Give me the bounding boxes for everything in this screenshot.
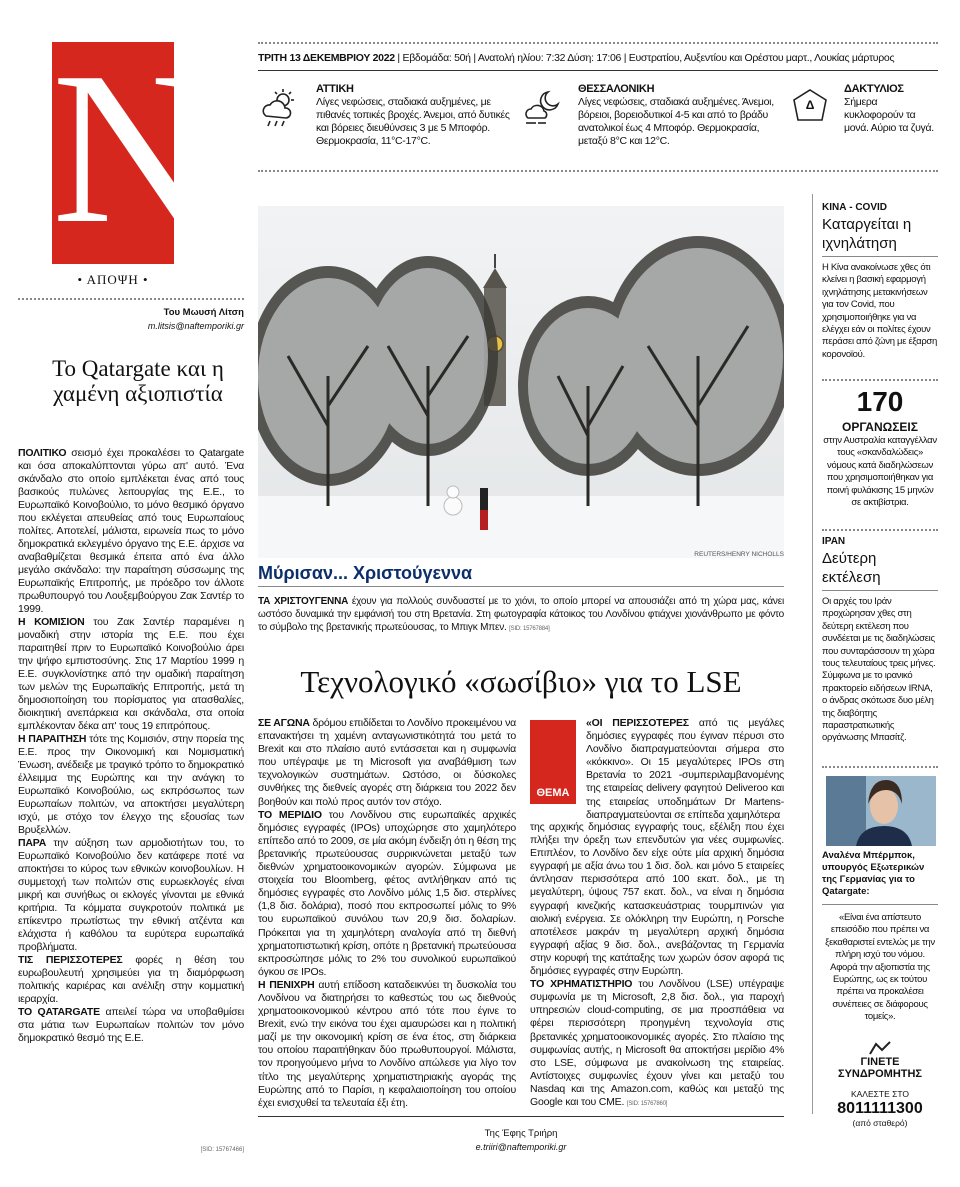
- cloud-sun-rain-icon: [258, 88, 300, 128]
- section-label: • ΑΠΟΨΗ •: [77, 272, 149, 287]
- rule: [258, 586, 784, 587]
- paragraph-lead: «ΟΙ ΠΕΡΙΣΣΟΤΕΡΕΣ: [586, 717, 689, 729]
- paragraph: [258, 717, 516, 809]
- rule: [258, 70, 938, 71]
- article-byline: Της Έφης Τριήρη: [484, 1128, 558, 1139]
- paragraph-text: την αύξηση των αρμοδιοτήτων του, το Ευρωπαϊκό Κοινοβούλιο δεν κατάφερε ποτέ να αποκτήσει το κύρος των εθνικών κοινοβουλίων. Η συμμετοχή των πολιτών στις ευρωεκλογές είναι μικρή και συνήθως οι εκλογές γίνονται με εθνικά κριτήρια. Τα κόμματα συγκροτούν πολιτικά με επίκεντρο πρωτίστως την εθνική ατζέντα και ελάχιστα ή καθόλου τα ευρύτερα ευρωπαϊκά προβλήματα.: [18, 837, 244, 953]
- rule: [822, 904, 938, 905]
- paragraph-text: του Λονδίνου (LSE) υπέγραψε συμφωνία με τη Microsoft, 2,8 δισ. δολ., για παροχή υπηρεσιών cloud-computing, σε μια προσπάθεια να φέρει περισσότερη προηγμένη τεχνολογία στις βρετανικές χρηματοοικονομικές αγορές. Στο πλαίσιο της συμφωνίας αυτής, η Microsoft θα αποκτήσει μερίδιο 4% στο LSE, σύμφωνα με ανακοίνωση της εταιρείας. Αντίστοιχες συμφωνίες έχουν γίνει και μεταξύ του Nasdaq και της Amazon.com, καθώς και μεταξύ της Google και του CME.: [530, 978, 785, 1108]
- divider: [258, 42, 938, 44]
- divider: [822, 529, 938, 531]
- iran-title: Δεύτερη εκτέλεση: [822, 550, 881, 586]
- paragraph-lead: ΤΙΣ ΠΕΡΙΣΣΟΤΕΡΕΣ: [18, 954, 123, 966]
- article-left-body: [258, 717, 516, 1110]
- weather-attica: [316, 82, 516, 148]
- paragraph-lead: ΤΟ QATARGATE: [18, 1006, 100, 1018]
- paragraph: [258, 979, 516, 1110]
- weather-thessaloniki: [578, 82, 778, 148]
- paragraph-text: του Ζακ Σαντέρ παραμένει η μοναδική στην ιστορία της Ε.Ε. που έχει παραιτηθεί πριν το Ευρωπαϊκό Κοινοβούλιο άρει την ψήφο εμπιστοσύνης. Στις 17 Μαρτίου 1999 η Ε.Ε. συγκλονίστηκε από την ομαδική παραίτηση των μελών της Ευρωπαϊκής Επιτροπής, μετά τη δημοσιοποίηση του πορίσματος για ατασθαλίες, διοικητική ανεπάρκεια και σκάνδαλα, στα οποία εμπλέκονταν δέκα απ' τους 19 επιτρόπους.: [18, 616, 244, 732]
- ring-road-icon: [790, 88, 830, 124]
- article-email: e.triiri@naftemporiki.gr: [475, 1142, 567, 1152]
- caption-text: έχουν για πολλούς συνδυαστεί με το χιόνι, το οποίο μπορεί να απουσιάζει από τη χώρα μας, κάνει ωστόσο δυναμικά την εμφάνισή του στη Βρετανία. Στη φωτογραφία κάτοικος του Λονδίνου φτιάχνει χιονάνθρωπο με φόντο το σύμβολο της βρετανικής πρωτεύουσας, το Μπιγκ Μπεν.: [258, 596, 784, 633]
- paragraph: [18, 837, 244, 954]
- paragraph: [18, 447, 244, 616]
- quote-text: «Είναι ένα απίστευτο επεισόδιο που πρέπει να ξεκαθαριστεί εντελώς με την πλήρη ισχύ του νόμου. Αφορά την αξιοπιστία της Ευρώπης, ως εκ τούτου πρέπει να προκαλέσει συνέπειες σε διάφορους τομείς».: [825, 912, 935, 1023]
- subscribe-line2: ΣΥΝΔΡΟΜΗΤΗΣ: [837, 1068, 923, 1080]
- china-kicker: ΚΙΝΑ - COVID: [822, 202, 887, 213]
- date: ΤΡΙΤΗ 13 ΔΕΚΕΜΒΡΙΟΥ 2022: [258, 52, 395, 64]
- topic-tag: [530, 720, 576, 804]
- subscribe-line3: ΚΑΛΕΣΤΕ ΣΤΟ: [850, 1089, 910, 1099]
- article-ref: [SID: 15767860]: [626, 1100, 668, 1107]
- paragraph: [18, 954, 244, 1006]
- paragraph-text: αυτή επίδοση καταδεικνύει τη δυσκολία του Λονδίνου να διατηρήσει το καθεστώς του ως διεθνούς χρηματοοικονομικού κέντρου από τότε που έγινε το Brexit, ενώ την εικόνα του έχει αμαυρώσει και η πολιτική μαζί με την οικονομική κρίση σε ένα έτος, στη διάρκεια του οποίου παραιτήθηκαν δύο πρωθυπουργοί. Μάλιστα, τον προηγούμενο μήνα το Λονδίνο απώλεσε για λίγο τον τίτλο της μεγαλύτερης χρηματιστηριακής αγοράς της Ευρώπης από το Παρίσι, η κεφαλαιοποίηση του οποίου έχει ενισχυθεί τα τελευταία έξι έτη.: [258, 978, 516, 1109]
- paragraph-lead: Η ΚΟΜΙΣΙΟΝ: [18, 616, 85, 628]
- ring-road-badge: Δ: [805, 98, 815, 112]
- paragraph-text: δρόμου επιδίδεται το Λονδίνο προκειμένου να επανακτήσει τη χαμένη ανταγωνιστικότητά του μετά το Brexit και στο πλαίσιο αυτό εντάσσεται και η συμφωνία που υπέγραψε με τη Microsoft για αναβάθμιση των τεχνολογικών συστημάτων. Ωστόσο, οι δύσκολες συνθήκες της διεθνείς αγορές στη διάρκεια του 2022 δεν βοηθούν και πολύ προς αυτόν τον στόχο.: [258, 717, 516, 808]
- opinion-title: Το Qatargate και η χαμένη αξιοπιστία: [52, 356, 224, 406]
- opinion-byline: Του Μωυσή Λίτση: [163, 307, 244, 318]
- paragraph-text: του Λονδίνου στις ευρωπαϊκές αρχικές δημόσιες εγγραφές (IPOs) υποχώρησε στο χαμηλότερο επίπεδο από το 2009, σε μία ακόμη ένδειξη ότι η θέση της βρετανικής πρωτεύουσας συρρικνώνεται μεταξύ των διεθνών χρηματοοικονομικών αγορών. Σύμφωνα με στοιχεία του Bloomberg, φέτος αντλήθηκαν από τις δημόσιες εγγραφές στο Λονδίνο μόλις 1,5 δισ. στερλίνες (1,8 δισ. δολάρια), ποσό που εκπροσωπεί μόλις το 9% του ευρωπαϊκού συνόλου των 20,9 δισ. δολαρίων. Πρόκειται για τη χαμηλότερη αναλογία από τη διεθνή χρηματοπιστωτική κρίση, οπότε η βρετανική πρωτεύουσα εκπροσώπησε μόλις το 2% του συνολικού ευρωπαϊκού όγκου σε IPOs.: [258, 808, 516, 978]
- paragraph-text: τότε της Κομισιόν, στην πορεία της Ε.Ε. προς την Οικονομική και Νομισματική Ένωση, ανέδειξε με τραγικό τρόπο το δημοκρατικό έλλειμμα της Ευρώπης και την ανάγκη το Ευρωπαϊκό Κοινοβούλιο, ως εκπρόσωπος των Ευρωπαίων πολιτών, να αποκτήσει μεγαλύτερη ισχύ, με στόχο τον έλεγχο της εξουσίας των Βρυξελλών.: [18, 733, 244, 836]
- weather-region: ΑΤΤΙΚΗ: [316, 83, 354, 95]
- portrait-photo: [826, 776, 936, 846]
- dateline: [258, 52, 938, 64]
- paragraph-text: από τις μεγάλες δημόσιες εγγραφές που έγιναν πέρυσι στο Λονδίνο διαπραγματεύονται σήμερα στο «κόκκινο». Οι 15 μεγαλύτερες IPOs στη Βρετανία το 2021 -συμπεριλαμβανομένης της εταιρείας delivery φαγητού Deliveroo και της εταιρείας υποδημάτων Dr Martens- διαπραγματεύονται σε επίπεδα χαμηλότερα: [586, 717, 784, 821]
- iran-kicker: ΙΡΑΝ: [822, 536, 846, 547]
- paragraph-lead: ΣΕ ΑΓΩΝΑ: [258, 717, 310, 729]
- stat-label: ΟΡΓΑΝΩΣΕΙΣ: [842, 420, 918, 434]
- paragraph-lead: ΤΟ ΜΕΡΙΔΙΟ: [258, 808, 322, 821]
- quote-attribution: Αναλένα Μπέρμποκ, υπουργός Εξωτερικών της Γερμανίας για το Qatargate:: [822, 850, 925, 897]
- rule: [822, 590, 938, 591]
- sep: |: [623, 52, 627, 64]
- paragraph: [530, 978, 784, 1111]
- caption-lead: ΤΑ ΧΡΙΣΤΟΥΓΕΝΝΑ: [258, 596, 349, 607]
- topic-tag-label: ΘΕΜΑ: [536, 787, 570, 799]
- subscribe-hand-icon: [868, 1040, 892, 1056]
- sep: |: [397, 52, 400, 64]
- paragraph-text: φορές η θέση του ευρωβουλευτή χρησιμεύει για τη διαμόρφωση πολιτικής καριέρας και ανέλιξη στην κομματική ιεραρχία.: [18, 954, 244, 1005]
- moon-cloud-icon: [522, 88, 564, 128]
- sun-times: Ανατολή ηλίου: 7:32 Δύση: 17:06: [477, 52, 622, 64]
- sidebar-rule: [812, 194, 813, 1114]
- photo-credit: REUTERS/HENRY NICHOLLS: [694, 551, 784, 558]
- paragraph: [258, 809, 516, 979]
- paragraph: [530, 821, 784, 978]
- weather-text: Λίγες νεφώσεις, σταδιακά αυξημένες. Άνεμοι, βόρειοι, βορειοδυτικοί 4-5 και από το βράδυ ανατολικοί έως 4 Μποφόρ. Θερμοκρασία, μεταξύ 8°C και 12°C.: [578, 96, 774, 147]
- article-title: Τεχνολογικό «σωσίβιο» για το LSE: [300, 664, 742, 699]
- weather-text: Σήμερα κυκλοφορούν τα μονά. Αύριο τα ζυγά.: [844, 96, 934, 134]
- article-right-body: [530, 821, 784, 1111]
- stat-number: 170: [856, 386, 904, 417]
- photo-headline: Μύρισαν... Χριστούγεννα: [258, 563, 473, 583]
- divider: [822, 766, 938, 768]
- caption-ref: [SID: 15767884]: [509, 626, 550, 632]
- logo-letter: N: [52, 28, 210, 269]
- opinion-email: m.litsis@naftemporiki.gr: [147, 321, 244, 331]
- subscribe-phone[interactable]: 8011111300: [837, 1100, 923, 1117]
- stat-text: στην Αυστραλία καταγγέλλαν τους «σκανδαλώδεις» νόμους κατά διαδηλώσεων που χρησιμοποιήθηκαν για ποινή φυλάκισης 15 μηνών σε ακτιβίστρια.: [823, 435, 937, 509]
- sep: |: [473, 52, 476, 64]
- weather-text: Λίγες νεφώσεις, σταδιακά αυξημένες, με πιθανές τοπικές βροχές. Άνεμοι, από δυτικές και βόρειες διευθύνσεις 3 με 5 Μποφόρ. Θερμοκρασία, 11°C-17°C.: [316, 96, 510, 147]
- paragraph-text: απειλεί τώρα να υποβαθμίσει στα μάτια των Ευρωπαίων πολιτών τον μόνο δημοκρατικό θεσμό της Ε.Ε.: [18, 1006, 244, 1044]
- divider: [18, 298, 244, 300]
- paragraph: [18, 1006, 244, 1045]
- weather-ring: [844, 82, 938, 135]
- rule: [258, 1116, 784, 1117]
- paragraph-lead: ΤΟ ΧΡΗΜΑΤΙΣΤΗΡΙΟ: [530, 978, 633, 991]
- china-title: Καταργείται η ιχνηλάτηση: [822, 216, 912, 252]
- divider: [258, 170, 938, 172]
- paragraph-lead: ΠΑΡΑ: [18, 837, 47, 849]
- paragraph-text: της αρχικής δημόσιας εγγραφής τους, εξέλιξη που έχει πλήξει την όρεξη των επενδυτών για νέες συμφωνίες. Επιπλέον, το Λονδίνο δεν είχε ούτε μία αρχική δημόσια εγγραφή με αξία άνω του 1 δισ. δολ. και μόνο 5 εταιρείες άντλησαν περισσότερα από 100 εκατ. δολ., με τη μεγαλύτερη, ύψους 757 εκατ. δολ., να είναι η δημόσια εγγραφή κινεζικής κατασκευάστριας τουρμπινών για αιολική ενέργεια. Σε ολόκληρη την Ευρώπη, η Porsche αποτέλεσε μακράν τη μεγαλύτερη αρχική δημόσια εγγραφή αξίας 9 δισ. δολ., ανεβάζοντας τη Γερμανία στην κορυφή της κατάταξης των χωρών όσον αφορά τις δημόσιες εγγραφές στην Ευρώπη.: [530, 821, 784, 978]
- weather-region: ΘΕΣΣΑΛΟΝΙΚΗ: [578, 83, 655, 95]
- subscribe-line1: ΓΙΝΕΤΕ: [860, 1056, 900, 1068]
- china-text: Η Κίνα ανακοίνωσε χθες ότι κλείνει η βασική εφαρμογή ιχνηλάτησης μετακινήσεων για τον Covid, που χρησιμοποιήθηκε για να ελέγχει εάν οι πολίτες έχουν περάσει από ζώνη με έξαρση κορονοϊού.: [822, 262, 937, 360]
- opinion-body: [18, 447, 244, 1045]
- paragraph: [586, 717, 784, 822]
- iran-text: Οι αρχές του Ιράν προχώρησαν χθες στη δεύτερη εκτέλεση που συνδέεται με τις διαδηλώσεις που συνταράσσουν τη χώρα τους τελευταίους τρεις μήνες. Σύμφωνα με το ιρανικό πρακτορείο ειδήσεων IRNA, ο άνδρας σκότωσε δυο μέλη της διαβόητης παραστρατιωτικής οργάνωσης Μπασίτζ.: [822, 596, 936, 744]
- paragraph-text: σεισμό έχει προκαλέσει το Qatargate και όσα αποκαλύπτονται γύρω απ' αυτό. Ένα σκάνδαλο στο οποίο εμπλέκεται ένας από τους βασικούς πυλώνες λειτουργίας της Ε.Ε., το Ευρωπαϊκό Κοινοβούλιο, το μόνο θεσμικό όργανο που εκλέγεται απευθείας από τους Ευρωπαίους πολίτες. Αποτελεί, μάλιστα, ειρωνεία πως το μόνο δημοκρατικά εκλεγμένο όργανο της Ε.Ε. άρχισε να αναβαθμίζεται θεσμικά έπειτα από ένα άλλο μεγάλο σκάνδαλο: την παραίτηση σύσσωμης της Ευρωπαϊκής Επιτροπής, με πρόεδρο τον άλλοτε πρωθυπουργό του Λουξεμβούργου Ζακ Σαντέρ το 1999.: [18, 447, 244, 615]
- paragraph: [18, 616, 244, 733]
- subscribe-box[interactable]: [822, 1040, 938, 1144]
- paragraph: [18, 733, 244, 837]
- paragraph-lead: Η ΠΑΡΑΙΤΗΣΗ: [18, 733, 87, 745]
- paragraph-lead: Η ΠΕΝΙΧΡΗ: [258, 978, 315, 991]
- opinion-ref: [SID: 15767466]: [200, 1147, 244, 1153]
- divider: [822, 379, 938, 381]
- article-right-top: [586, 717, 784, 822]
- photo-caption: [258, 595, 784, 636]
- week: Εβδομάδα: 50ή: [402, 52, 471, 64]
- name-days: Ευστρατίου, Αυξεντίου και Ορέστου μαρτ., Λουκίας μάρτυρος: [628, 52, 895, 64]
- subscribe-line4: (από σταθερό): [852, 1118, 908, 1128]
- paragraph-lead: ΠΟΛΙΤΙΚΟ: [18, 447, 67, 459]
- snow-park-photo: [258, 206, 784, 558]
- rule: [822, 256, 938, 257]
- masthead-logo: [52, 28, 210, 269]
- weather-region: ΔΑΚΤΥΛΙΟΣ: [844, 83, 904, 95]
